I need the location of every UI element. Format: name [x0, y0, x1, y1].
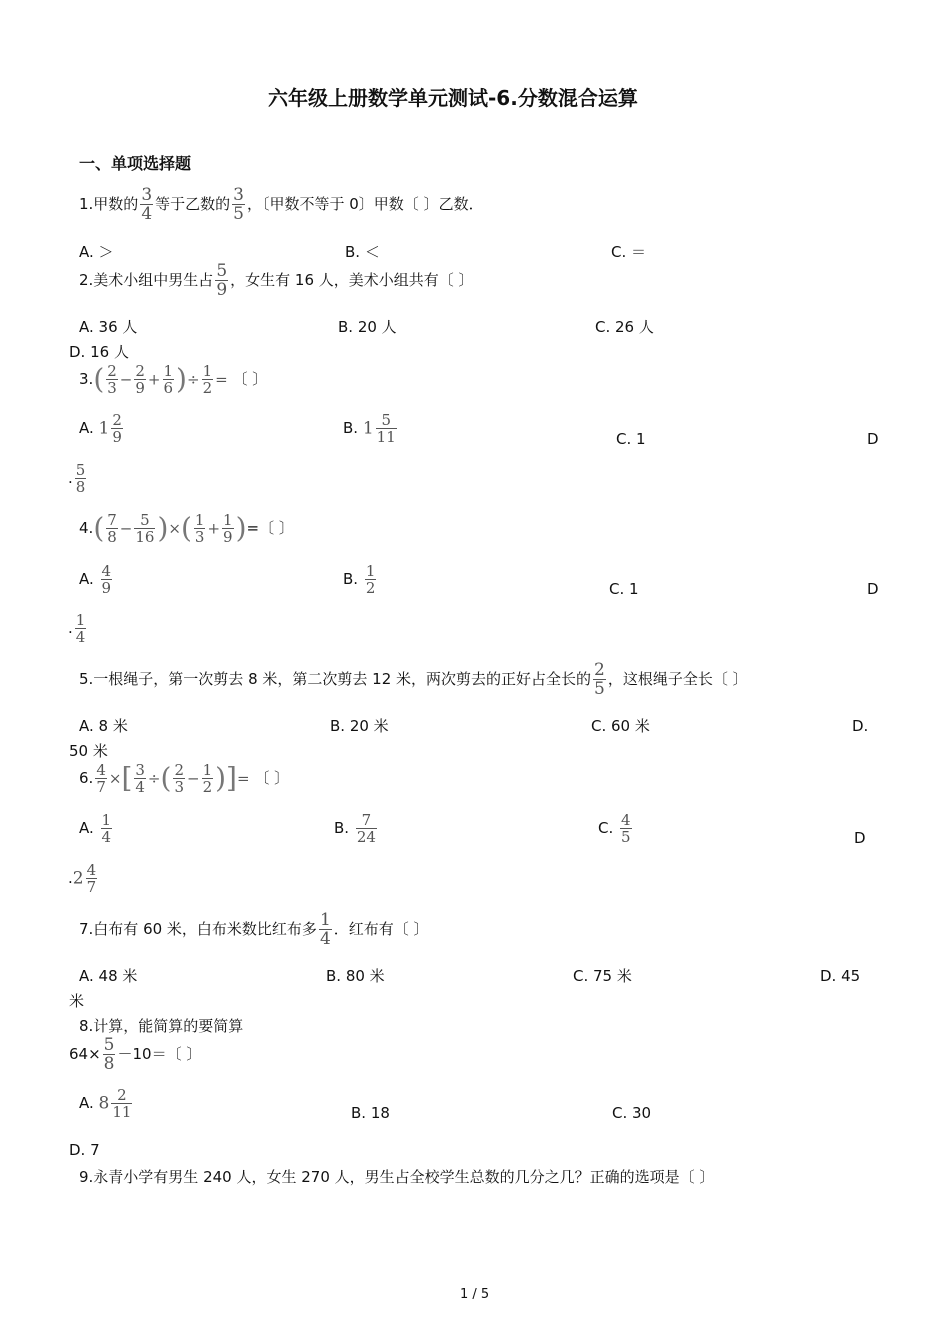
fraction	[75, 462, 87, 495]
fraction	[101, 563, 113, 596]
option-dot: .	[68, 869, 73, 887]
question-7-option-b[interactable]: B. 80 米	[326, 967, 385, 985]
denominator: 4	[141, 204, 153, 224]
question-7-option-d-label[interactable]: D. 45	[820, 967, 861, 985]
numerator: 5	[134, 512, 155, 529]
fraction	[95, 762, 107, 795]
option-label: B.	[343, 419, 359, 437]
fraction	[86, 862, 98, 895]
denominator: 11	[376, 428, 396, 446]
option-dot: .	[68, 469, 73, 487]
question-7-text-pre: 7.白布有 60 米，白布米数比红布多	[79, 920, 317, 938]
equals-sign: =	[236, 769, 250, 788]
option-label: B.	[343, 570, 359, 588]
numerator: 5	[216, 261, 228, 281]
question-7-stem	[79, 911, 429, 948]
question-4-option-d-label[interactable]: D	[867, 580, 879, 598]
question-4-option-a[interactable]	[79, 563, 114, 596]
question-6-stem	[79, 762, 289, 795]
denominator: 3	[174, 778, 184, 796]
fraction	[620, 812, 632, 845]
question-7-option-c[interactable]: C. 75 米	[573, 967, 632, 985]
numerator: 1	[319, 910, 331, 930]
denominator: 24	[356, 828, 376, 846]
numerator: 4	[96, 761, 106, 779]
fraction	[232, 186, 245, 223]
numerator: 2	[135, 362, 145, 380]
option-label: A.	[79, 1094, 94, 1112]
question-8-option-a[interactable]	[79, 1087, 134, 1120]
left-paren-icon: (	[180, 511, 192, 545]
option-label: A.	[79, 419, 94, 437]
whole-part: 8	[98, 1093, 110, 1114]
question-3-option-d-label[interactable]: D	[867, 430, 879, 448]
numerator: 4	[621, 811, 631, 829]
question-1-stem	[79, 186, 484, 223]
minus-sign: −	[186, 769, 200, 788]
denominator: 7	[86, 878, 97, 896]
question-1-option-c[interactable]: C. ＝	[611, 243, 647, 261]
numerator: 1	[202, 362, 213, 380]
minus-sign: −	[119, 519, 133, 538]
numerator: 1	[202, 761, 213, 779]
fraction	[134, 363, 146, 396]
question-number: 6.	[79, 769, 94, 787]
fraction	[202, 363, 214, 396]
question-4-option-b[interactable]	[343, 563, 378, 596]
fraction	[140, 186, 153, 223]
fraction	[134, 762, 146, 795]
question-6-option-d-label[interactable]: D	[854, 829, 866, 847]
fraction	[111, 412, 123, 445]
numerator: 2	[594, 660, 605, 680]
question-3-option-c[interactable]: C. 1	[616, 430, 646, 448]
question-5-option-b[interactable]: B. 20 米	[330, 717, 389, 735]
left-paren-icon: (	[93, 511, 105, 545]
question-1-text-post: ，〔甲数不等于 0〕甲数〔 〕乙数．	[246, 195, 484, 213]
question-7-option-a[interactable]: A. 48 米	[79, 967, 138, 985]
numerator: 4	[101, 562, 112, 580]
expression-post: －10＝〔 〕	[117, 1045, 202, 1063]
page-number: 1 / 5	[460, 1287, 490, 1302]
numerator: 1	[365, 562, 376, 580]
numerator: 1	[101, 811, 112, 829]
question-6-option-c[interactable]	[598, 812, 634, 845]
whole-part: 2	[72, 868, 84, 889]
numerator: 5	[103, 1035, 115, 1055]
section-heading: 一、单项选择题	[79, 154, 192, 173]
right-paren-icon: )	[235, 511, 247, 545]
right-paren-icon: )	[215, 761, 227, 795]
numerator: 1	[223, 511, 233, 529]
denominator: 9	[216, 280, 228, 300]
denominator: 5	[233, 204, 244, 224]
denominator: 8	[75, 478, 86, 496]
question-2-option-a[interactable]: A. 36 人	[79, 318, 138, 336]
question-4-option-c[interactable]: C. 1	[609, 580, 639, 598]
denominator: 3	[194, 528, 205, 546]
denominator: 11	[112, 1103, 132, 1121]
question-7-text-post: ．红布有〔 〕	[333, 920, 429, 938]
question-number: 3.	[79, 370, 94, 388]
question-1-option-b[interactable]: B. ＜	[345, 243, 380, 261]
denominator: 2	[202, 379, 213, 397]
fraction	[202, 762, 214, 795]
left-bracket-icon: [	[121, 761, 133, 795]
denominator: 2	[202, 778, 213, 796]
question-4-stem	[79, 512, 294, 545]
fraction	[215, 262, 228, 299]
question-8-option-c[interactable]: C. 30	[612, 1104, 652, 1122]
denominator: 3	[107, 379, 117, 397]
question-1-text-mid: 等于乙数的	[155, 195, 231, 213]
fraction	[75, 612, 87, 645]
fraction	[376, 412, 397, 445]
denominator: 5	[621, 828, 631, 846]
question-9-stem: 9.永青小学有男生 240 人，女生 270 人，男生占全校学生总数的几分之几？正确的选项是〔 〕	[79, 1168, 715, 1186]
fraction	[356, 812, 377, 845]
fraction	[222, 512, 234, 545]
fraction	[365, 563, 377, 596]
question-5-option-d[interactable]: 50 米	[69, 742, 108, 760]
question-3-stem	[79, 363, 267, 396]
fraction	[319, 911, 332, 948]
question-8-option-b[interactable]: B. 18	[351, 1104, 390, 1122]
question-5-option-d-label[interactable]: D.	[852, 717, 869, 735]
equals-sign: =	[215, 370, 228, 389]
denominator: 2	[365, 579, 376, 597]
numerator: 1	[75, 611, 86, 629]
denominator: 4	[135, 778, 145, 796]
numerator: 2	[111, 1087, 132, 1104]
question-5-text-pre: 5.一根绳子，第一次剪去 8 米，第二次剪去 12 米，两次剪去的正好占全长的	[79, 670, 592, 688]
answer-blank: =〔 〕	[246, 519, 294, 537]
fraction	[111, 1087, 132, 1120]
question-2-option-d[interactable]: D. 16 人	[69, 343, 129, 361]
fraction	[101, 812, 113, 845]
right-paren-icon: )	[157, 511, 169, 545]
question-2-text-post: ，女生有 16 人，美术小组共有〔 〕	[230, 271, 474, 289]
fraction	[593, 661, 606, 698]
numerator: 1	[163, 362, 174, 380]
fraction	[163, 363, 175, 396]
option-label: C.	[598, 819, 614, 837]
question-6-option-d[interactable]	[68, 862, 99, 895]
numerator: 3	[135, 761, 145, 779]
denominator: 5	[594, 679, 605, 699]
option-label: A.	[79, 819, 94, 837]
denominator: 4	[101, 828, 112, 846]
left-paren-icon: (	[93, 362, 105, 396]
plus-sign: +	[207, 519, 221, 538]
question-2-option-c[interactable]: C. 26 人	[595, 318, 654, 336]
numerator: 7	[107, 511, 117, 529]
question-8-option-d[interactable]: D. 7	[69, 1141, 100, 1159]
numerator: 3	[233, 185, 244, 205]
whole-part: 1	[98, 418, 110, 439]
denominator: 4	[319, 929, 331, 949]
fraction	[106, 363, 118, 396]
divide-sign: ÷	[186, 370, 200, 389]
minus-sign: −	[119, 370, 133, 389]
question-1-option-a[interactable]: A. ＞	[79, 243, 114, 261]
whole-part: 1	[362, 418, 374, 439]
numerator: 2	[107, 362, 117, 380]
question-5-option-c[interactable]: C. 60 米	[591, 717, 650, 735]
divide-sign: ÷	[147, 769, 161, 788]
question-4-option-d[interactable]	[68, 612, 88, 645]
numerator: 1	[194, 511, 205, 529]
fraction	[103, 1036, 116, 1073]
question-3-option-a[interactable]	[79, 412, 125, 445]
question-8-expression	[69, 1036, 201, 1073]
question-5-option-a[interactable]: A. 8 米	[79, 717, 128, 735]
numerator: 2	[112, 411, 122, 429]
expression-pre: 64×	[69, 1045, 101, 1063]
question-8-stem: 8.计算，能简算的要简算	[79, 1017, 244, 1035]
question-2-text-pre: 2.美术小组中男生占	[79, 271, 214, 289]
fraction	[134, 512, 155, 545]
numerator: 5	[75, 461, 86, 479]
question-2-stem	[79, 262, 474, 299]
fraction	[106, 512, 118, 545]
question-6-option-a[interactable]	[79, 812, 114, 845]
numerator: 4	[86, 861, 97, 879]
question-2-option-b[interactable]: B. 20 人	[338, 318, 397, 336]
numerator: 2	[174, 761, 184, 779]
denominator: 9	[135, 379, 145, 397]
left-paren-icon: (	[160, 761, 172, 795]
question-6-option-b[interactable]	[334, 812, 379, 845]
right-paren-icon: )	[176, 362, 187, 396]
question-number: 4.	[79, 519, 94, 537]
denominator: 9	[101, 579, 112, 597]
answer-blank: 〔 〕	[254, 769, 290, 787]
option-dot: .	[68, 619, 73, 637]
denominator: 9	[223, 528, 233, 546]
numerator: 5	[376, 412, 397, 429]
fraction	[194, 512, 206, 545]
numerator: 7	[356, 812, 377, 829]
option-label: A.	[79, 570, 94, 588]
question-7-option-d[interactable]: 米	[69, 992, 85, 1010]
right-bracket-icon: ]	[226, 761, 237, 795]
plus-sign: +	[147, 370, 161, 389]
question-1-text-pre: 1.甲数的	[79, 195, 139, 213]
numerator: 3	[141, 185, 153, 205]
denominator: 4	[75, 628, 86, 646]
question-5-text-post: ，这根绳子全长〔 〕	[607, 670, 748, 688]
denominator: 6	[163, 379, 174, 397]
question-5-stem	[79, 661, 748, 698]
page-title: 六年级上册数学单元测试-6.分数混合运算	[268, 86, 638, 110]
fraction	[173, 762, 185, 795]
option-label: B.	[334, 819, 350, 837]
answer-blank: 〔 〕	[232, 370, 268, 388]
question-3-option-b[interactable]	[343, 412, 399, 445]
denominator: 8	[103, 1054, 115, 1074]
denominator: 7	[96, 778, 106, 796]
question-3-option-d[interactable]	[68, 462, 88, 495]
times-sign: ×	[108, 769, 122, 788]
denominator: 9	[112, 428, 122, 446]
denominator: 8	[107, 528, 117, 546]
denominator: 16	[135, 528, 155, 546]
times-sign: ×	[168, 519, 181, 538]
